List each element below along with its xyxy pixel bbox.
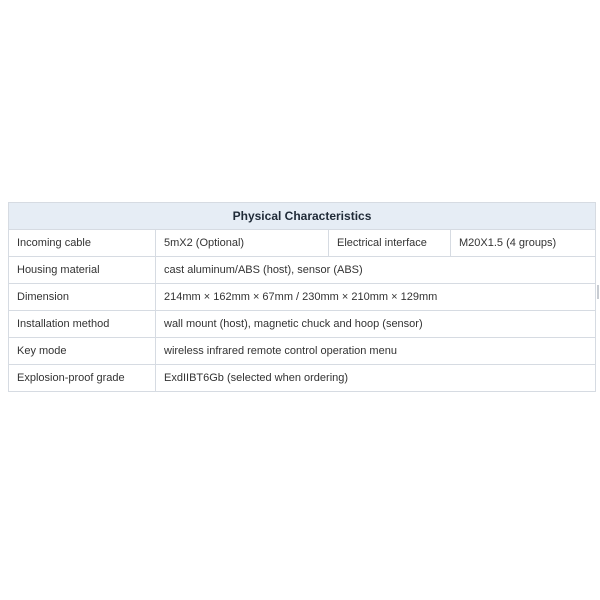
row-label: Housing material — [9, 257, 156, 284]
row-label: Incoming cable — [9, 230, 156, 257]
table-row-incoming-cable — [9, 230, 596, 257]
table-row-key-mode — [9, 338, 596, 365]
table-row-dimension — [9, 284, 596, 311]
row-value: 214mm × 162mm × 67mm / 230mm × 210mm × 129mm — [156, 284, 596, 311]
table-title: Physical Characteristics — [9, 203, 596, 230]
row-label: Explosion-proof grade — [9, 365, 156, 392]
row-value: wireless infrared remote control operation menu — [156, 338, 596, 365]
table-row-installation-method — [9, 311, 596, 338]
table-row-housing-material — [9, 257, 596, 284]
row-label: Key mode — [9, 338, 156, 365]
row-value: wall mount (host), magnetic chuck and hoop (sensor) — [156, 311, 596, 338]
row-value: 5mX2 (Optional) — [156, 230, 329, 257]
row-value: ExdIIBT6Gb (selected when ordering) — [156, 365, 596, 392]
row-value: cast aluminum/ABS (host), sensor (ABS) — [156, 257, 596, 284]
physical-characteristics-table — [8, 202, 596, 392]
row-label-secondary: Electrical interface — [329, 230, 451, 257]
table-header-row — [9, 203, 596, 230]
scroll-edge-marker — [597, 285, 599, 299]
row-label: Dimension — [9, 284, 156, 311]
table-row-explosion-proof-grade — [9, 365, 596, 392]
row-value-secondary: M20X1.5 (4 groups) — [451, 230, 596, 257]
row-label: Installation method — [9, 311, 156, 338]
